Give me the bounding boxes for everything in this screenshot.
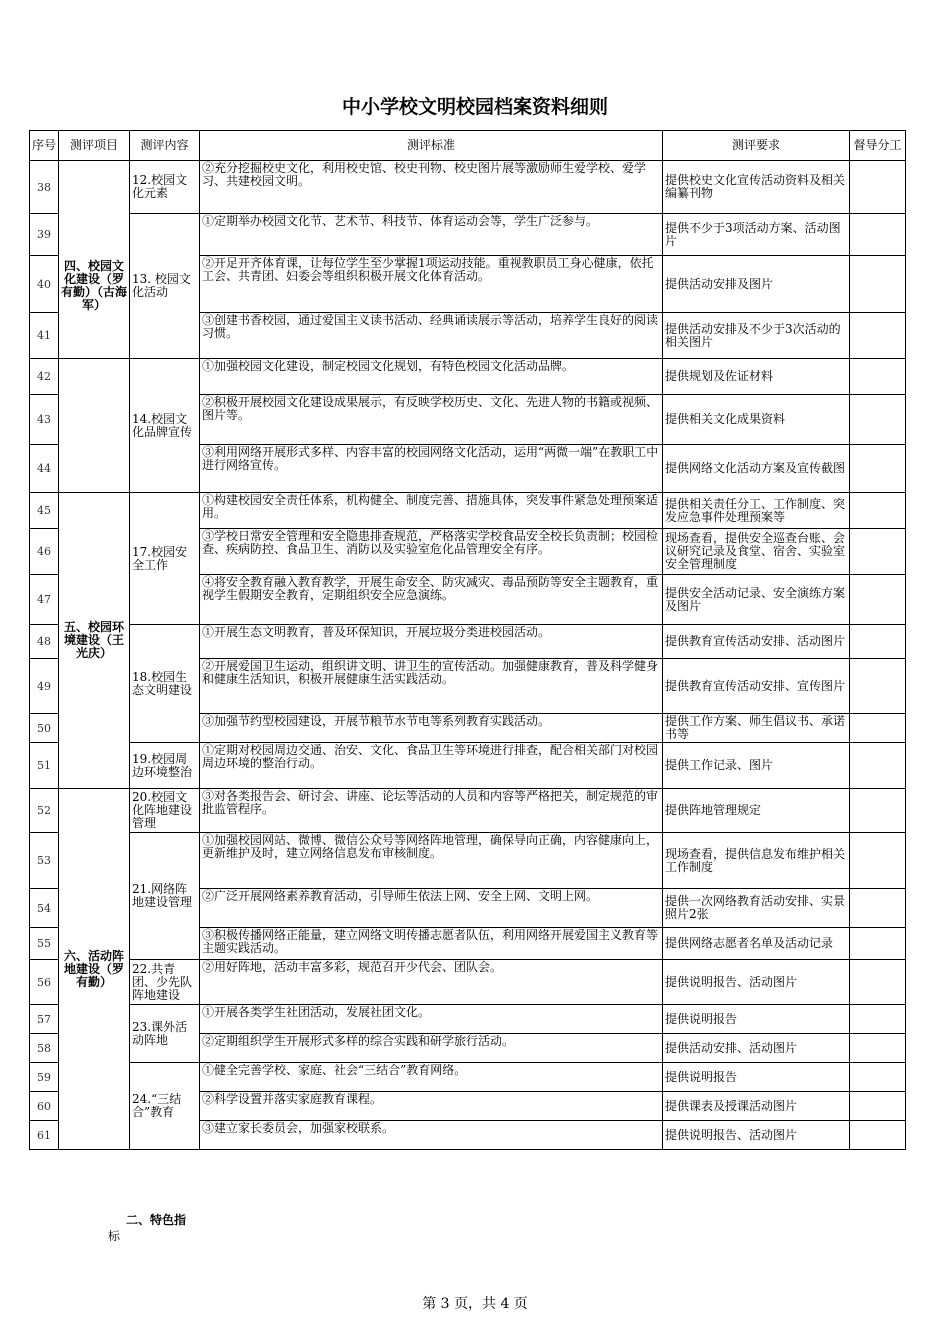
standard-cell: ②充分挖掘校史文化，利用校史馆、校史刊物、校史图片展等激励师生爱学校、爱学习、共建校园文明。 bbox=[200, 161, 663, 214]
supervisor-cell bbox=[850, 445, 906, 493]
requirement-cell: 提供规划及佐证材料 bbox=[663, 359, 850, 395]
row-no: 61 bbox=[30, 1121, 59, 1150]
row-no: 43 bbox=[30, 395, 59, 445]
content-cell: 19.校园周边环境整治 bbox=[130, 743, 200, 789]
row-no: 51 bbox=[30, 743, 59, 789]
supervisor-cell bbox=[850, 889, 906, 928]
supervisor-cell bbox=[850, 1005, 906, 1034]
content-cell: 14.校园文化品牌宣传 bbox=[130, 359, 200, 493]
row-no: 42 bbox=[30, 359, 59, 395]
standard-cell: ②科学设置并落实家庭教育课程。 bbox=[200, 1092, 663, 1121]
standard-cell: ③建立家长委员会，加强家校联系。 bbox=[200, 1121, 663, 1150]
standard-cell: ②开足开齐体育课，让每位学生至少掌握1项运动技能。重视教职员工身心健康，依托工会、共青团、妇委会等组织积极开展文化体育活动。 bbox=[200, 256, 663, 313]
content-cell: 22.共青团、少先队阵地建设 bbox=[130, 960, 200, 1005]
requirement-cell: 提供说明报告、活动图片 bbox=[663, 1121, 850, 1150]
requirement-cell: 现场查看，提供安全巡查台账、会议研究记录及食堂、宿舍、实验室安全管理制度 bbox=[663, 529, 850, 575]
section-2-line2: 标 bbox=[108, 1229, 121, 1243]
row-no: 60 bbox=[30, 1092, 59, 1121]
content-cell: 23.课外活动阵地 bbox=[130, 1005, 200, 1063]
supervisor-cell bbox=[850, 743, 906, 789]
requirement-cell: 现场查看，提供信息发布维护相关工作制度 bbox=[663, 833, 850, 889]
row-no: 41 bbox=[30, 313, 59, 359]
standard-cell: ②用好阵地，活动丰富多彩，规范召开少代会、团队会。 bbox=[200, 960, 663, 1005]
category-blank bbox=[59, 359, 130, 493]
supervisor-cell bbox=[850, 395, 906, 445]
supervisor-cell bbox=[850, 359, 906, 395]
standard-cell: ①加强校园网站、微博、微信公众号等网络阵地管理，确保导向正确，内容健康向上，更新维护及时，建立网络信息发布审核制度。 bbox=[200, 833, 663, 889]
requirement-cell: 提供教育宣传活动安排、活动图片 bbox=[663, 625, 850, 659]
requirement-cell: 提供相关责任分工、工作制度、突发应急事件处理预案等 bbox=[663, 493, 850, 529]
supervisor-cell bbox=[850, 928, 906, 960]
content-cell: 17.校园安全工作 bbox=[130, 493, 200, 625]
supervisor-cell bbox=[850, 575, 906, 625]
content-cell: 21.网络阵地建设管理 bbox=[130, 833, 200, 960]
table-row bbox=[30, 214, 906, 256]
requirement-cell: 提供活动安排及不少于3次活动的相关图片 bbox=[663, 313, 850, 359]
header-no: 序号 bbox=[30, 131, 59, 161]
table-row bbox=[30, 625, 906, 659]
standard-cell: ③创建书香校园，通过爱国主义读书活动、经典诵读展示等活动，培养学生良好的阅读习惯。 bbox=[200, 313, 663, 359]
content-cell: 13. 校园文化活动 bbox=[130, 214, 200, 359]
requirement-cell: 提供工作方案、师生倡议书、承诺书等 bbox=[663, 714, 850, 743]
row-no: 56 bbox=[30, 960, 59, 1005]
content-cell: 12.校园文化元素 bbox=[130, 161, 200, 214]
category-cell: 四、校园文化建设（罗有勤）（古海军） bbox=[59, 214, 130, 359]
requirement-cell: 提供网络志愿者名单及活动记录 bbox=[663, 928, 850, 960]
supervisor-cell bbox=[850, 625, 906, 659]
standard-cell: ①构建校园安全责任体系，机构健全、制度完善、措施具体，突发事件紧急处理预案适用。 bbox=[200, 493, 663, 529]
content-cell: 24.“三结合”教育 bbox=[130, 1063, 200, 1150]
supervisor-cell bbox=[850, 714, 906, 743]
header-standard: 测评标准 bbox=[200, 131, 663, 161]
standard-cell: ②开展爱国卫生运动，组织讲文明、讲卫生的宣传活动。加强健康教育，普及科学健身和健康生活知识，积极开展健康生活实践活动。 bbox=[200, 659, 663, 714]
requirement-cell: 提供说明报告 bbox=[663, 1005, 850, 1034]
standard-cell: ①健全完善学校、家庭、社会“三结合”教育网络。 bbox=[200, 1063, 663, 1092]
table-row bbox=[30, 960, 906, 1005]
table-row bbox=[30, 1063, 906, 1092]
row-no: 40 bbox=[30, 256, 59, 313]
standard-cell: ③加强节约型校园建设，开展节粮节水节电等系列教育实践活动。 bbox=[200, 714, 663, 743]
requirement-cell: 提供教育宣传活动安排、宣传图片 bbox=[663, 659, 850, 714]
supervisor-cell bbox=[850, 1121, 906, 1150]
table-row bbox=[30, 789, 906, 833]
row-no: 44 bbox=[30, 445, 59, 493]
row-no: 52 bbox=[30, 789, 59, 833]
section-2-line1: 二、特色指 bbox=[126, 1213, 187, 1227]
header-supervisor: 督导分工 bbox=[850, 131, 906, 161]
supervisor-cell bbox=[850, 256, 906, 313]
evaluation-table bbox=[29, 130, 906, 1150]
requirement-cell: 提供工作记录、图片 bbox=[663, 743, 850, 789]
row-no: 45 bbox=[30, 493, 59, 529]
requirement-cell: 提供说明报告、活动图片 bbox=[663, 960, 850, 1005]
standard-cell: ③对各类报告会、研讨会、讲座、论坛等活动的人员和内容等严格把关，制定规范的审批监管程序。 bbox=[200, 789, 663, 833]
supervisor-cell bbox=[850, 1034, 906, 1063]
standard-cell: ②定期组织学生开展形式多样的综合实践和研学旅行活动。 bbox=[200, 1034, 663, 1063]
standard-cell: ①加强校园文化建设，制定校园文化规划，有特色校园文化活动品牌。 bbox=[200, 359, 663, 395]
row-no: 46 bbox=[30, 529, 59, 575]
standard-cell: ①开展各类学生社团活动，发展社团文化。 bbox=[200, 1005, 663, 1034]
requirement-cell: 提供活动安排及图片 bbox=[663, 256, 850, 313]
row-no: 57 bbox=[30, 1005, 59, 1034]
row-no: 38 bbox=[30, 161, 59, 214]
row-no: 53 bbox=[30, 833, 59, 889]
supervisor-cell bbox=[850, 493, 906, 529]
header-item: 测评项目 bbox=[59, 131, 130, 161]
page-footer: 第 3 页，共 4 页 bbox=[422, 1296, 528, 1312]
category-cell: 六、活动阵地建设（罗有勤） bbox=[59, 789, 130, 1150]
category-blank bbox=[59, 161, 130, 214]
supervisor-cell bbox=[850, 1092, 906, 1121]
standard-cell: ①开展生态文明教育，普及环保知识，开展垃圾分类进校园活动。 bbox=[200, 625, 663, 659]
standard-cell: ①定期对校园周边交通、治安、文化、食品卫生等环境进行排查，配合相关部门对校园周边环境的整治行动。 bbox=[200, 743, 663, 789]
requirement-cell: 提供活动安排、活动图片 bbox=[663, 1034, 850, 1063]
requirement-cell: 提供相关文化成果资料 bbox=[663, 395, 850, 445]
row-no: 50 bbox=[30, 714, 59, 743]
table-row bbox=[30, 161, 906, 214]
table-row bbox=[30, 743, 906, 789]
table-header-row bbox=[30, 131, 906, 161]
content-cell: 18.校园生态文明建设 bbox=[130, 625, 200, 743]
table-row bbox=[30, 1005, 906, 1034]
row-no: 55 bbox=[30, 928, 59, 960]
row-no: 59 bbox=[30, 1063, 59, 1092]
supervisor-cell bbox=[850, 313, 906, 359]
requirement-cell: 提供校史文化宣传活动资料及相关编纂刊物 bbox=[663, 161, 850, 214]
content-cell: 20.校园文化阵地建设管理 bbox=[130, 789, 200, 833]
category-cell: 五、校园环境建设（王光庆） bbox=[59, 493, 130, 789]
standard-cell: ②广泛开展网络素养教育活动，引导师生依法上网、安全上网、文明上网。 bbox=[200, 889, 663, 928]
supervisor-cell bbox=[850, 960, 906, 1005]
header-requirement: 测评要求 bbox=[663, 131, 850, 161]
supervisor-cell bbox=[850, 833, 906, 889]
row-no: 39 bbox=[30, 214, 59, 256]
table-row bbox=[30, 359, 906, 395]
header-content: 测评内容 bbox=[130, 131, 200, 161]
supervisor-cell bbox=[850, 214, 906, 256]
standard-cell: ③积极传播网络正能量，建立网络文明传播志愿者队伍，利用网络开展爱国主义教育等主题实践活动。 bbox=[200, 928, 663, 960]
row-no: 58 bbox=[30, 1034, 59, 1063]
supervisor-cell bbox=[850, 659, 906, 714]
supervisor-cell bbox=[850, 161, 906, 214]
row-no: 54 bbox=[30, 889, 59, 928]
row-no: 49 bbox=[30, 659, 59, 714]
requirement-cell: 提供网络文化活动方案及宣传截图 bbox=[663, 445, 850, 493]
requirement-cell: 提供一次网络教育活动安排、实景照片2张 bbox=[663, 889, 850, 928]
page-title: 中小学校文明校园档案资料细则 bbox=[341, 96, 608, 118]
standard-cell: ①定期举办校园文化节、艺术节、科技节、体育运动会等，学生广泛参与。 bbox=[200, 214, 663, 256]
table-row bbox=[30, 833, 906, 889]
supervisor-cell bbox=[850, 529, 906, 575]
supervisor-cell bbox=[850, 789, 906, 833]
requirement-cell: 提供说明报告 bbox=[663, 1063, 850, 1092]
requirement-cell: 提供不少于3项活动方案、活动图片 bbox=[663, 214, 850, 256]
standard-cell: ②积极开展校园文化建设成果展示，有反映学校历史、文化、先进人物的书籍或视频、图片等。 bbox=[200, 395, 663, 445]
row-no: 47 bbox=[30, 575, 59, 625]
standard-cell: ③学校日常安全管理和安全隐患排查规范，严格落实学校食品安全校长负责制；校园检查、疾病防控、食品卫生、消防以及实验室危化品管理安全有序。 bbox=[200, 529, 663, 575]
requirement-cell: 提供阵地管理规定 bbox=[663, 789, 850, 833]
supervisor-cell bbox=[850, 1063, 906, 1092]
table-row bbox=[30, 493, 906, 529]
section-2-heading bbox=[108, 1212, 186, 1244]
requirement-cell: 提供安全活动记录、安全演练方案及图片 bbox=[663, 575, 850, 625]
requirement-cell: 提供课表及授课活动图片 bbox=[663, 1092, 850, 1121]
row-no: 48 bbox=[30, 625, 59, 659]
standard-cell: ④将安全教育融入教育教学，开展生命安全、防灾减灾、毒品预防等安全主题教育，重视学生假期安全教育，定期组织安全应急演练。 bbox=[200, 575, 663, 625]
standard-cell: ③利用网络开展形式多样、内容丰富的校园网络文化活动，运用“两微一端”在教职工中进行网络宣传。 bbox=[200, 445, 663, 493]
